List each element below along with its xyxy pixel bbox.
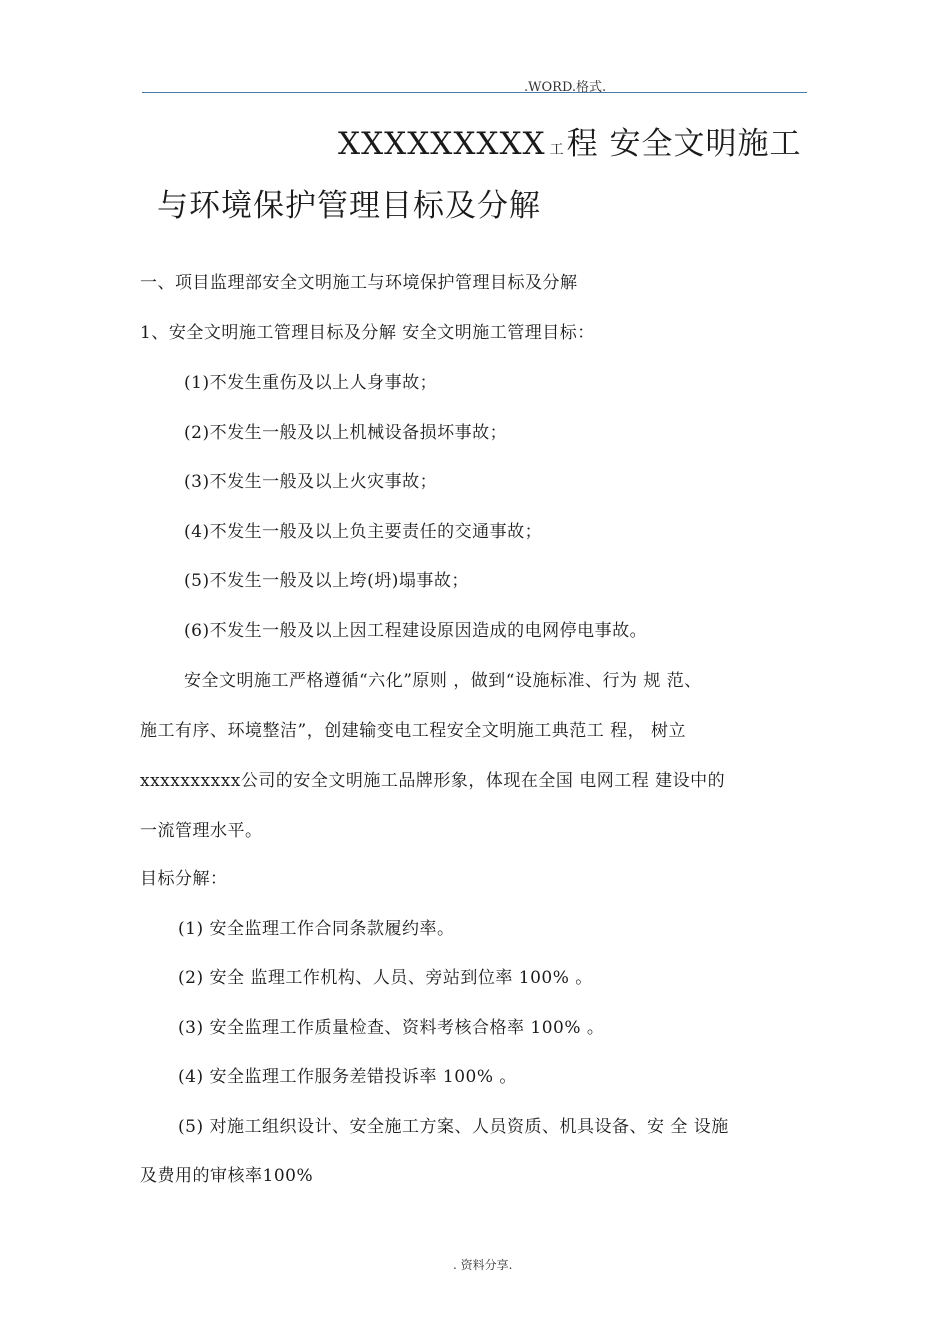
decomposition-item: (4) 安全监理工作服务差错投诉率 100% 。 [178,1067,517,1087]
decomposition-item-continued: 及费用的审核率100% [140,1166,314,1186]
document-title-line-2: 与环境保护管理目标及分解 [157,188,541,224]
title-line-1-rest: 程 安全文明施工 [566,126,802,162]
decomposition-item: (3) 安全监理工作质量检查、资料考核合格率 100% 。 [178,1018,605,1038]
paragraph-line: 施工有序、环境整洁”，创建输变电工程安全文明施工典范工 程， 树立 [140,721,686,741]
page-footer: . 资料分享. [453,1258,513,1272]
page-header: .WORD.格式. [524,80,607,95]
paragraph-line: xxxxxxxxxx公司的安全文明施工品牌形象，体现在全国 电网工程 建设中的 [140,771,726,791]
header-divider [142,92,807,93]
decomposition-item: (2) 安全 监理工作机构、人员、旁站到位率 100% 。 [178,968,593,988]
document-title-line-1 [338,118,801,163]
section-heading: 一、项目监理部安全文明施工与环境保护管理目标及分解 [140,273,578,293]
goal-item: (2)不发生一般及以上机械设备损坏事故； [184,423,508,443]
goal-item: (4)不发生一般及以上负主要责任的交通事故； [184,522,543,542]
title-project-placeholder: XXXXXXXXX [338,126,546,162]
goal-item: (3)不发生一般及以上火灾事故； [184,472,438,492]
paragraph-line: 安全文明施工严格遵循“六化”原则 ，做到“设施标准、行为 规 范、 [184,671,702,691]
goal-item: (6)不发生一般及以上因工程建设原因造成的电网停电事故。 [184,621,648,641]
subsection-heading: 1、安全文明施工管理目标及分解 安全文明施工管理目标： [140,323,595,343]
goal-item: (5)不发生一般及以上垮(坍)塌事故； [184,571,469,591]
decomposition-item: (5) 对施工组织设计、安全施工方案、人员资质、机具设备、安 全 设施 [178,1117,729,1137]
decomposition-heading: 目标分解： [140,869,228,889]
title-small-char: 工 [549,142,565,158]
goal-item: (1)不发生重伤及以上人身事故； [184,373,438,393]
decomposition-item: (1) 安全监理工作合同条款履约率。 [178,919,455,939]
paragraph-line: 一流管理水平。 [140,821,263,841]
